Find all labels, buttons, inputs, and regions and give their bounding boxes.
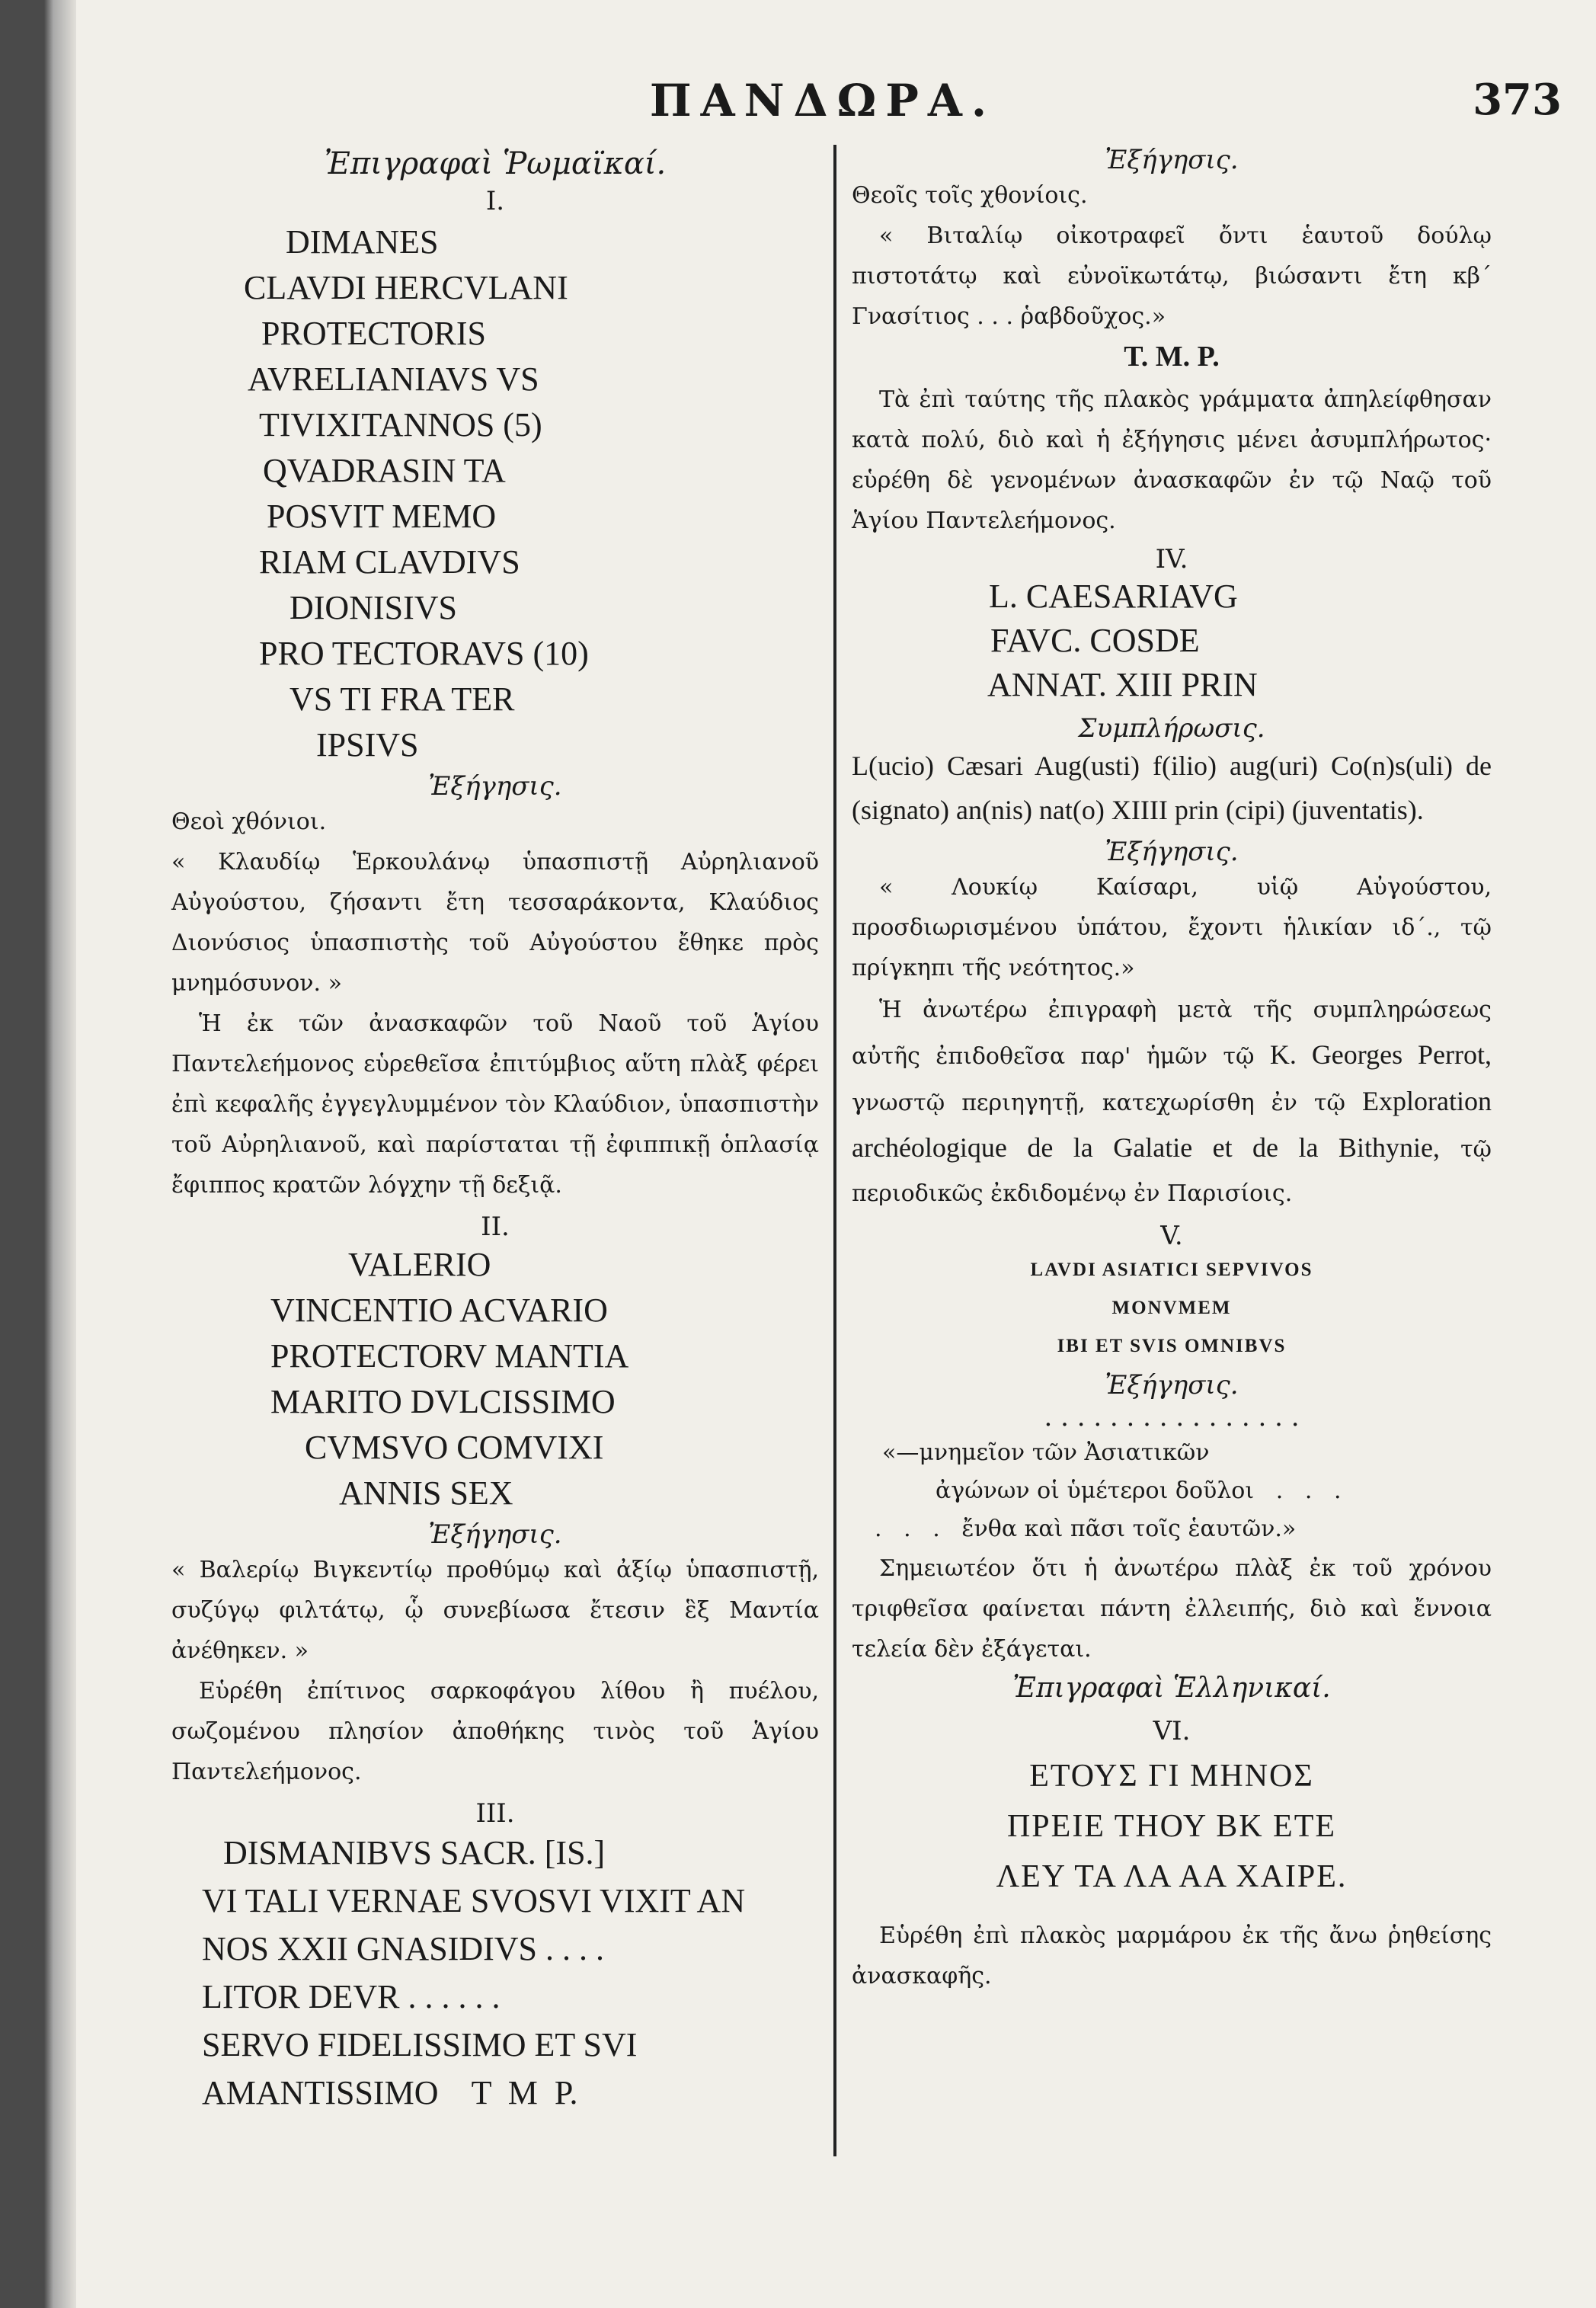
inscription-line: ΠΡΕΙΕ ΤΗΟΥ ΒΚ ΕΤΕ <box>1006 1809 1337 1844</box>
inscription-2 <box>171 1242 819 1516</box>
paragraph: Ἡ ἐκ τῶν ἀνασκαφῶν τοῦ Ναοῦ τοῦ Ἁγίου Παντελεήμονος εὑρεθεῖσα ἐπιτύμβιος αὕτη πλὰξ φέρει ἐπὶ κεφαλῆς ἐγγεγλυμμένον τὸν Κλαύδιον, ὑπασπιστὴν τοῦ Αὐρηλιανοῦ, καὶ παρίσταται τῇ ἐφιππικῇ ὁπλασίᾳ ἔφιππος κρατῶν λόγχην τῇ δεξιᾷ. <box>171 1010 819 1199</box>
inscription-4 <box>852 575 1492 707</box>
inscription-line: L. CAESARIAVG <box>989 578 1238 615</box>
text-run: γνωστῷ περιηγητῇ, κατεχωρίσθη ἐν τῷ <box>852 1090 1345 1116</box>
gods-line-3: Θεοῖς τοῖς χθονίοις. <box>852 182 1088 209</box>
inscription-line: ANNIS SEX <box>339 1474 513 1512</box>
commentary-5 <box>852 1548 1492 1669</box>
inscription-line: PROTECTORV MANTIA <box>270 1337 629 1375</box>
inscription-3 <box>171 1829 819 2117</box>
inscription-line: VI TALI VERNAE SVOSVI VIXIT AN <box>202 1882 746 1919</box>
inscription-line: TIVIXITANNOS (5) <box>259 406 542 443</box>
commentary-4 <box>852 988 1492 1216</box>
restoration-heading: Συμπλήρωσις. <box>1078 713 1265 744</box>
right-column <box>852 145 1492 1996</box>
inscription-line: LAVDI ASIATICI SEPVIVOS <box>1030 1260 1313 1280</box>
inscription-line: DIMANES <box>286 223 439 261</box>
inscription-line: ΕΤΟΥΣ ΓΙ ΜΗΝΟΣ <box>1029 1759 1314 1794</box>
inscription-line: PROTECTORIS <box>261 315 487 352</box>
inscription-line: NOS XXII GNASIDIVS . . . . <box>202 1930 604 1967</box>
paragraph <box>852 988 1492 1216</box>
inscription-line: ΛΕΥ ΤΑ ΛΑ ΑΑ ΧΑΙΡΕ. <box>996 1859 1348 1894</box>
inscription-line: RIAM CLAVDIVS <box>259 543 520 581</box>
paragraph: « Βιταλίῳ οἰκοτραφεῖ ὄντι ἑαυτοῦ δούλῳ πιστοτάτῳ καὶ εὐνοϊκωτάτῳ, βιώσαντι ἔτη κβ΄ Γνασίτιος . . . ῥαβδοῦχος.» <box>852 222 1492 330</box>
inscription-line: VINCENTIO ACVARIO <box>270 1292 608 1329</box>
inscription-number-1: I. <box>485 186 505 216</box>
exegesis-heading-4: Ἐξήγησις. <box>1105 837 1239 867</box>
paragraph: « Λουκίῳ Καίσαρι, υἱῷ Αὐγούστου, προσδιωρισμένου ὑπάτου, ἔχοντι ἡλικίαν ιδ΄., τῷ πρίγκηπι τῆς νεότητος.» <box>852 874 1492 981</box>
author-name: K. Georges Perrot, <box>1269 1039 1492 1070</box>
inscription-1 <box>171 219 819 768</box>
translation-1 <box>171 842 819 1004</box>
paragraph-line: ἀγώνων οἱ ὑμέτεροι δοῦλοι . . . <box>936 1477 1342 1504</box>
inscription-number-2: II. <box>481 1212 510 1242</box>
commentary-2 <box>171 1671 819 1792</box>
running-title: ΠΑΝΔΩΡΑ. <box>649 75 996 126</box>
inscription-6 <box>852 1751 1492 1902</box>
column-divider <box>833 145 836 2156</box>
inscription-line: CLAVDI HERCVLANI <box>244 269 568 306</box>
commentary-3 <box>852 379 1492 541</box>
exegesis-heading-5: Ἐξήγησις. <box>1105 1370 1239 1400</box>
inscription-line: QVADRASIN TA <box>263 452 506 489</box>
paragraph-line: . . . ἔνθα καὶ πᾶσι τοῖς ἑαυτῶν.» <box>875 1516 1297 1542</box>
translation-5 <box>852 1434 1492 1548</box>
inscription-line: IBI ET SVIS OMNIBVS <box>1057 1336 1287 1356</box>
inscription-line: VS TI FRA TER <box>289 680 515 718</box>
book-title: Exploration archéologique de la Galatie et de la Bithynie, <box>852 1086 1492 1163</box>
paragraph: L(ucio) Cæsari Aug(usti) f(ilio) aug(uri) Co(n)s(uli) de (signato) an(nis) nat(o) XIIII prin (cipi) (juventatis). <box>852 751 1492 825</box>
inscription-number-5: V. <box>1160 1221 1183 1251</box>
paragraph-line: «—μνημεῖον τῶν Ἀσιατικῶν <box>882 1439 1210 1466</box>
exegesis-heading-1: Ἐξήγησις. <box>428 771 562 802</box>
commentary-6 <box>852 1916 1492 1996</box>
inscription-line: SERVO FIDELISSIMO ET SVI <box>202 2026 638 2063</box>
inscription-line: DISMANIBVS SACR. [IS.] <box>223 1834 606 1871</box>
translation-2 <box>171 1550 819 1671</box>
paragraph: Σημειωτέον ὅτι ἡ ἀνωτέρω πλὰξ ἐκ τοῦ χρόνου τριφθεῖσα φαίνεται πάντη ἐλλειπής, διὸ καὶ ἔννοια τελεία δὲν ἐξάγεται. <box>852 1555 1492 1663</box>
inscription-line: CVMSVO COMVIXI <box>305 1429 604 1466</box>
inscription-line: LITOR DEVR . . . . . . <box>202 1978 501 2015</box>
lacuna-dots: . . . . . . . . . . . . . . . . <box>1044 1402 1300 1432</box>
text-run: τῷ περιοδικῶς ἐκδιδομένῳ ἐν Παρισίοις. <box>852 1136 1492 1207</box>
section-heading-roman: Ἐπιγραφαὶ Ῥωμαϊκαί. <box>324 146 667 181</box>
inscription-5 <box>852 1251 1492 1365</box>
gods-line-1: Θεοὶ χθόνιοι. <box>171 808 327 835</box>
paragraph: Τὰ ἐπὶ ταύτης τῆς πλακὸς γράμματα ἀπηλείφθησαν κατὰ πολύ, διὸ καὶ ἡ ἐξήγησις μένει ἀσυμπλήρωτος· εὑρέθη δὲ γενομένων ἀνασκαφῶν ἐν τῷ Ναῷ τοῦ Ἁγίου Παντελεήμονος. <box>852 386 1492 534</box>
exegesis-heading-3: Ἐξήγησις. <box>1105 145 1239 175</box>
left-column <box>171 145 819 2117</box>
inscription-line: AMANTISSIMO T M P. <box>202 2074 578 2111</box>
page-header <box>84 75 1562 136</box>
inscription-line: IPSIVS <box>316 726 419 763</box>
restoration-4 <box>852 744 1492 832</box>
commentary-1 <box>171 1004 819 1205</box>
paragraph: « Βαλερίῳ Βιγκεντίῳ προθύμῳ καὶ ἀξίῳ ὑπασπιστῇ, συζύγῳ φιλτάτῳ, ᾧ συνεβίωσα ἔτεσιν ἓξ Μαντία ἀνέθηκεν. » <box>171 1557 819 1664</box>
inscription-line: AVRELIANIAVS VS <box>248 360 539 398</box>
inscription-line: VALERIO <box>348 1246 491 1283</box>
inscription-line: DIONISIVS <box>289 589 457 626</box>
inscription-line: MARITO DVLCISSIMO <box>270 1383 616 1420</box>
section-heading-greek: Ἐπιγραφαὶ Ἑλληνικαί. <box>1012 1673 1331 1704</box>
inscription-number-4: IV. <box>1155 544 1188 575</box>
inscription-line: FAVC. COSDE <box>990 622 1200 659</box>
inscription-line: POSVIT MEMO <box>267 498 497 535</box>
inscription-number-3: III. <box>475 1798 515 1829</box>
paragraph: Εὑρέθη ἐπίτινος σαρκοφάγου λίθου ἢ πυέλου, σωζομένου πλησίον ἀποθήκης τινὸς τοῦ Ἁγίου Παντελεήμονος. <box>171 1678 819 1785</box>
inscription-number-6: VI. <box>1153 1716 1191 1746</box>
inscription-line: PRO TECTORAVS (10) <box>259 635 589 672</box>
text-run: Ἡ ἀνωτέρω ἐπιγραφὴ μετὰ τῆς συμπληρώσεως αὐτῆς ἐπιδοθεῖσα παρ' ἡμῶν τῷ <box>852 997 1492 1070</box>
translation-4 <box>852 867 1492 988</box>
paragraph: Εὑρέθη ἐπὶ πλακὸς μαρμάρου ἐκ τῆς ἄνω ῥηθείσης ἀνασκαφῆς. <box>852 1922 1492 1989</box>
book-spine-shadow <box>0 0 76 2308</box>
paragraph: « Κλαυδίῳ Ἑρκουλάνῳ ὑπασπιστῇ Αὐρηλιανοῦ Αὐγούστου, ζήσαντι ἔτη τεσσαράκοντα, Κλαύδιος Διονύσιος ὑπασπιστὴς τοῦ Αὐγούστου ἔθηκε πρὸς μνημόσυνον. » <box>171 849 819 997</box>
page-number: 373 <box>1473 75 1562 125</box>
inscription-line: ANNAT. XIII PRIN <box>987 666 1258 703</box>
inscription-line: MONVMEM <box>1111 1298 1232 1318</box>
tmp-abbrev: T. M. P. <box>1124 341 1220 373</box>
translation-3 <box>852 216 1492 337</box>
exegesis-heading-2: Ἐξήγησις. <box>428 1519 562 1550</box>
